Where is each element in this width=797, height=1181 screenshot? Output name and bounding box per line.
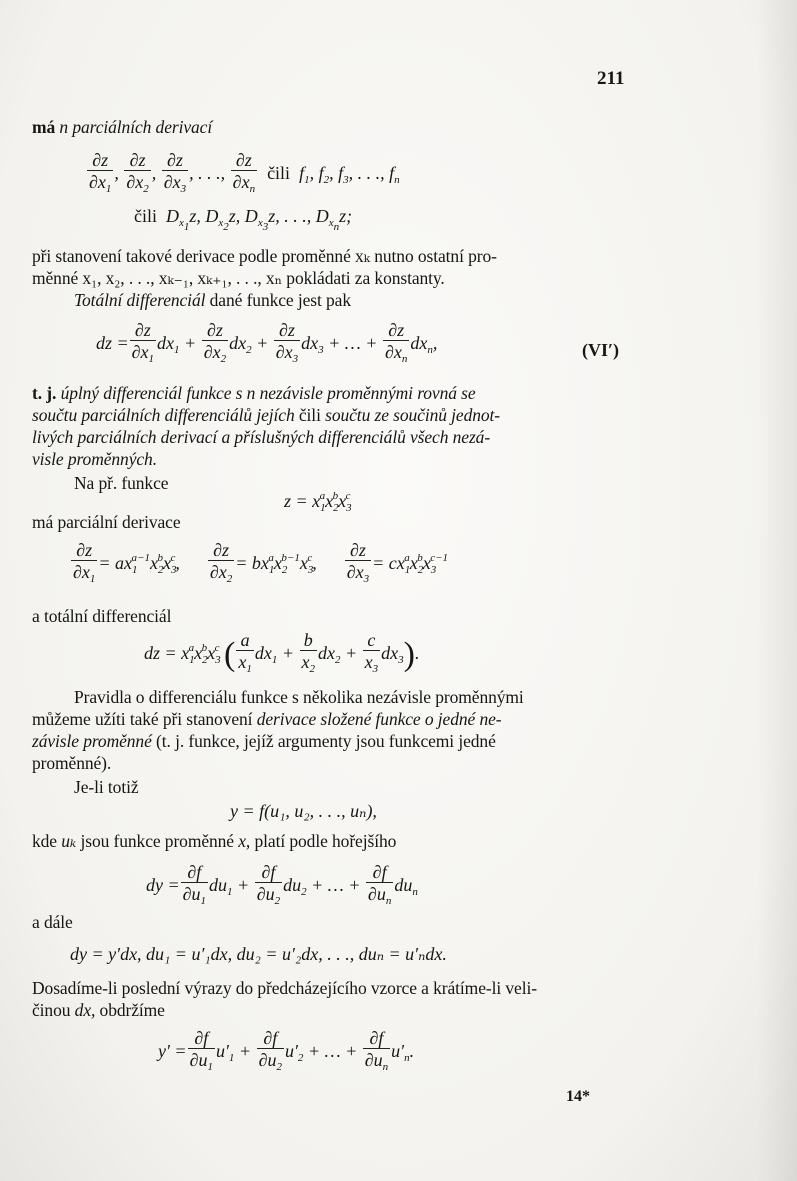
intro-line — [32, 117, 212, 138]
paragraph-1-line-1: při stanovení takové derivace podle proměnné xₖ nutno ostatní pro- — [32, 246, 497, 266]
paragraph-3-line-1 — [32, 383, 476, 404]
text-x: x, — [238, 831, 251, 851]
paragraph-7-line-2 — [32, 709, 502, 730]
text-dx: dx, — [74, 1000, 96, 1020]
equation-partials-list: $\frac{\partial z}{\partial x_1}$ , $\frac{\partial z}{\partial x_2}$ , $\frac{\partial z}{\partial x_3}$ , . . ., $\frac{\partial z}{\partial x_n}$ čili $f_1$, $f_2$, $f_3$, . . ., $f_n$ — [86, 150, 400, 200]
paragraph-10: a dále — [32, 912, 73, 932]
equation-differentials: dy = y′dx, du₁ = u′₁dx, du₂ = u′₂dx, . . ., duₙ = u′ₙdx. — [70, 944, 447, 964]
signature-mark: 14* — [566, 1088, 590, 1105]
text-tj: t. j. — [32, 383, 57, 403]
equation-composite-function: y = f(u₁, u₂, . . ., uₙ), — [230, 801, 377, 821]
paragraph-5: má parciální derivace — [32, 512, 181, 532]
text-p7-2a: můžeme užíti také při stanovení — [32, 709, 253, 729]
equation-operator-list: čili $D_{x_1}z$, $D_{x_2}z$, $D_{x_3}z$, . . ., $D_{x_n}z$; — [134, 206, 353, 233]
paragraph-9 — [32, 831, 396, 852]
text-theorem-2a: součtu parciálních differenciálů jejích — [32, 405, 295, 425]
equation-label-VI: (VI′) — [582, 340, 620, 360]
equation-final-derivative: y′ = $\frac{\partial f}{\partial u_1}$ $u'_1$ + $\frac{\partial f}{\partial u_2}$ $u'_2$ + … + $\frac{\partial f}{\partial u_n}$ $u'_n$. — [158, 1028, 414, 1078]
paragraph-11-line-2 — [32, 1000, 165, 1021]
text-cili-2: čili — [134, 206, 157, 226]
text-p9-e: platí podle hořejšího — [254, 831, 397, 851]
text-p7-3b: (t. j. funkce, jejíž argumenty jsou funkcemi jedné — [156, 731, 496, 751]
text-given-function: dané funkce jest pak — [209, 290, 351, 310]
text-n-partial-derivatives: n parciálních derivací — [59, 117, 213, 137]
paragraph-7-line-1: Pravidla o differenciálu funkce s několika nezávisle proměnnými — [74, 687, 524, 707]
text-p9-c: jsou funkce proměnné — [80, 831, 234, 851]
paragraph-2 — [74, 290, 351, 311]
text-obdrzime: obdržíme — [99, 1000, 165, 1020]
paragraph-7-line-3 — [32, 731, 496, 752]
paragraph-3-line-2 — [32, 405, 500, 426]
text-cili-3: čili — [298, 405, 321, 425]
text-ma: má — [32, 117, 56, 137]
equation-dy-sum: dy = $\frac{\partial f}{\partial u_1}$ $du_1$ + $\frac{\partial f}{\partial u_2}$ $du_2$ + … + $\frac{\partial f}{\partial u_n}$ $du_n$ — [146, 862, 418, 912]
page-edge-shadow — [757, 0, 797, 1181]
text-theorem: úplný differenciál funkce s n nezávisle proměnnými rovná se — [60, 383, 476, 403]
text-kde: kde — [32, 831, 57, 851]
equation-example-function: $z = x_1^ax_2^bx_3^c$ — [284, 490, 352, 514]
paragraph-11-line-1: Dosadíme-li poslední výrazy do předcházejícího vzorce a krátíme-li veli- — [32, 978, 537, 998]
paragraph-6: a totální differenciál — [32, 606, 172, 626]
text-composite-derivative: derivace složené funkce o jedné ne- — [256, 709, 502, 729]
text-total-differential: Totální differenciál — [74, 290, 206, 310]
paragraph-4: Na př. funkce — [74, 473, 169, 493]
paragraph-3-line-3: livých parciálních derivací a příslušných differenciálů všech nezá- — [32, 427, 491, 447]
text-independent-variable: závisle proměnné — [32, 731, 152, 751]
paragraph-1-line-2: měnné x₁, x₂, . . ., xₖ₋₁, xₖ₊₁, . . ., xₙ pokládati za konstanty. — [32, 268, 445, 288]
page-number: 211 — [597, 68, 625, 89]
equation-example-total: dz = $x_1^ax_2^bx_3^c$ ( $\frac{a}{x_1}$ $dx_1$ + $\frac{b}{x_2}$ $dx_2$ + $\frac{c}{x_3}$ $dx_3$). — [144, 630, 420, 680]
text-cili: čili — [267, 163, 291, 184]
paragraph-8: Je-li totiž — [74, 777, 139, 797]
text-theorem-2c: součtu ze součinů jednot- — [325, 405, 501, 425]
paragraph-7-line-4: proměnné). — [32, 753, 112, 773]
equation-total-differential: dz = $\frac{\partial z}{\partial x_1}$ $dx_1$ + $\frac{\partial z}{\partial x_2}$ $dx_2$ + $\frac{\partial z}{\partial x_3}$ $dx_3$ + … + $\frac{\partial z}{\partial x_n}$ $dx_n$, — [96, 320, 437, 370]
text-cinou: činou — [32, 1000, 71, 1020]
equation-example-partials: $\frac{\partial z}{\partial x_1}$ = $ax_1^{a-1}x_2^bx_3^c$, $\frac{\partial z}{\partial x_2}$ = $bx_1^ax_2^{b-1}x_3^c$, $\frac{\partial z}{\partial x_3}$ = $cx_1^ax_2^bx_3^{c-1}$ — [70, 540, 448, 590]
text-uk: uₖ — [61, 831, 77, 851]
paragraph-3-line-4: visle proměnných. — [32, 449, 157, 469]
